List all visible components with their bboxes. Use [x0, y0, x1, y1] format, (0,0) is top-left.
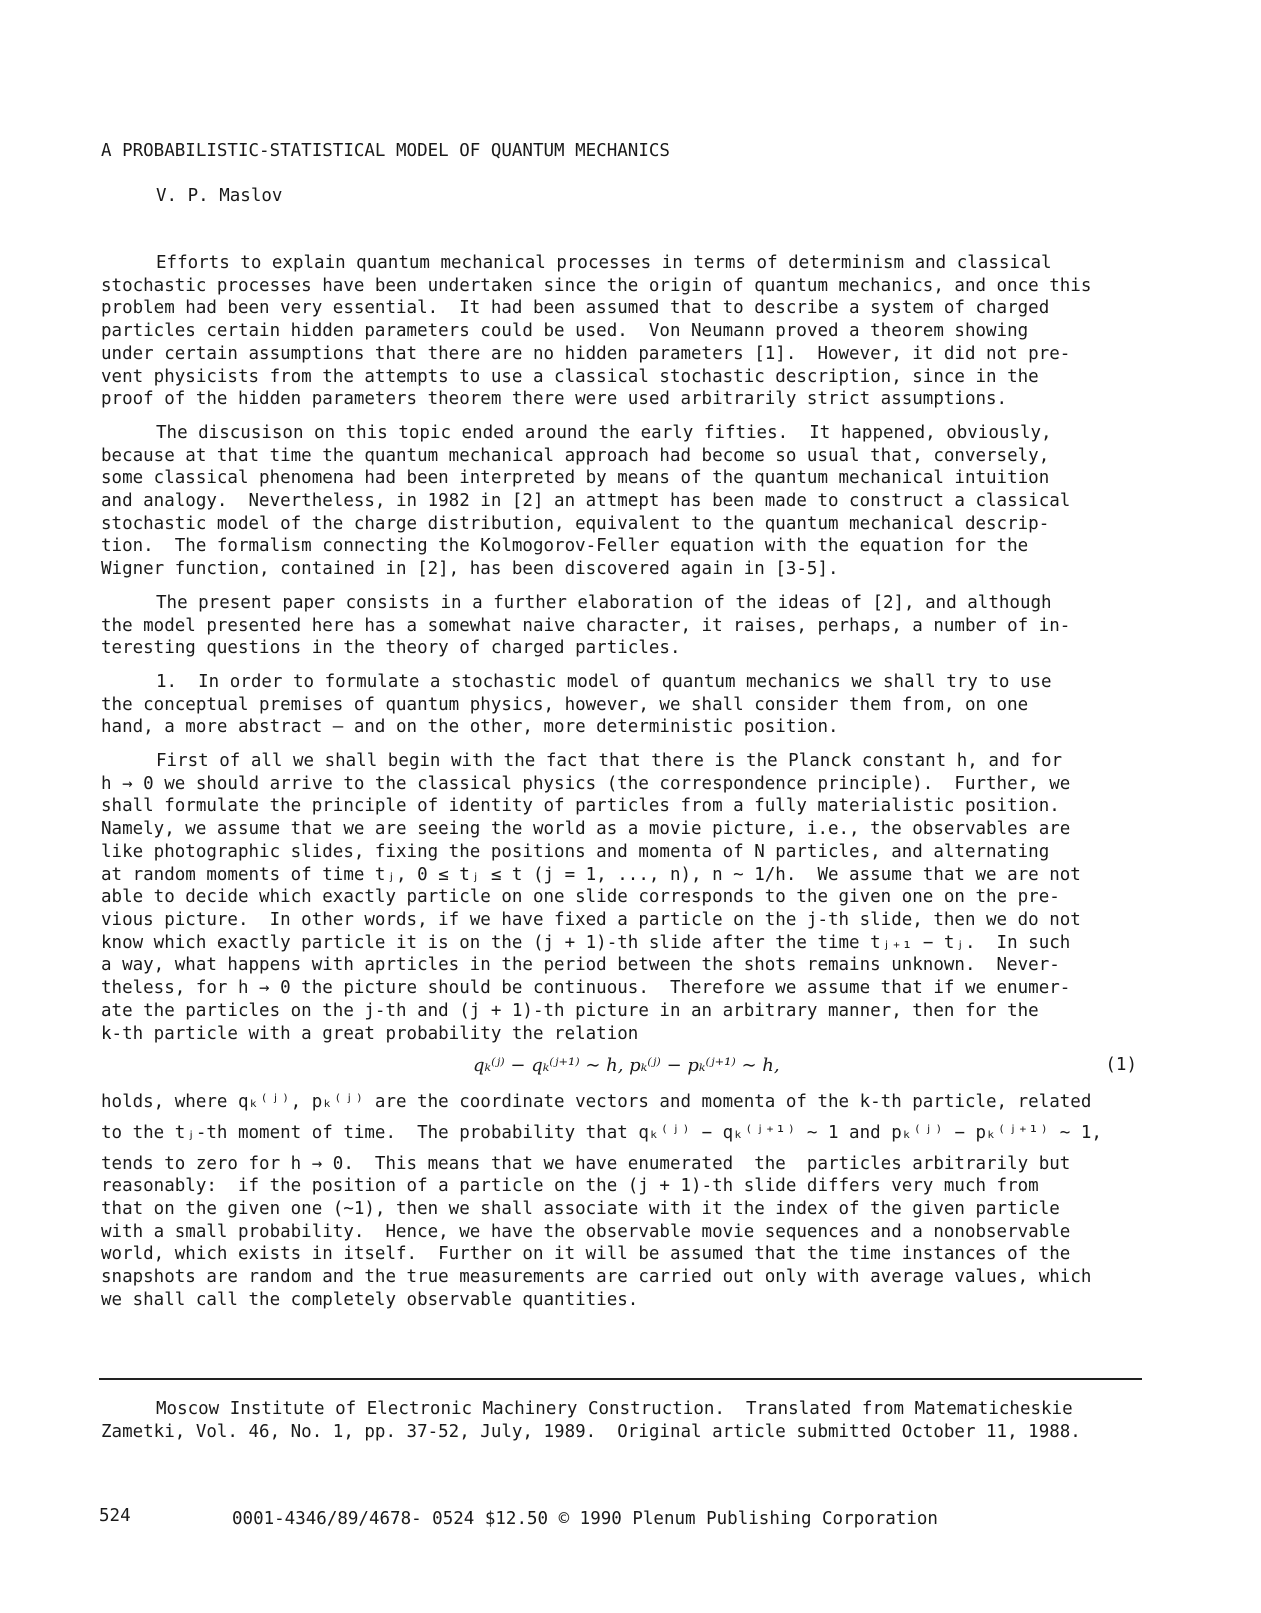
text-line: The discusison on this topic ended around the early fifties. It happened, obviously,: [156, 422, 1052, 443]
text-line: snapshots are random and the true measurements are carried out only with average values, which: [101, 1267, 1092, 1288]
text-line: particles certain hidden parameters could be used. Von Neumann proved a theorem showing: [101, 321, 1029, 342]
author-name: V. P. Maslov: [156, 186, 283, 206]
text-line: with a small probability. Hence, we have the observable movie sequences and a nonobservable: [101, 1221, 1071, 1242]
text-line: shall formulate the principle of identity of particles from a fully materialistic position.: [101, 796, 1060, 817]
text-line: The present paper consists in a further elaboration of the ideas of [2], and although: [156, 592, 1052, 613]
text-line: stochastic processes have been undertaken since the origin of quantum mechanics, and once this: [101, 275, 1092, 296]
text-line: holds, where qₖ⁽ʲ⁾, pₖ⁽ʲ⁾ are the coordinate vectors and momenta of the k-th particle, related: [101, 1092, 1092, 1113]
text-line: hand, a more abstract — and on the other, more deterministic position.: [101, 717, 839, 738]
text-line: world, which exists in itself. Further on it will be assumed that the time instances of the: [101, 1244, 1071, 1265]
text-line: the model presented here has a somewhat naive character, it raises, perhaps, a number of in-: [101, 615, 1071, 636]
text-line: able to decide which exactly particle on one slide corresponds to the given one on the pre-: [101, 887, 1060, 908]
text-line: we shall call the completely observable quantities.: [101, 1289, 639, 1310]
text-line: and analogy. Nevertheless, in 1982 in [2] an attmept has been made to construct a classical: [101, 491, 1071, 512]
footnote-line: Zametki, Vol. 46, No. 1, pp. 37-52, July, 1989. Original article submitted October 11, 1988.: [101, 1421, 1081, 1442]
text-line: reasonably: if the position of a particle on the (j + 1)-th slide differs very much from: [101, 1176, 1039, 1197]
text-line: proof of the hidden parameters theorem there were used arbitrarily strict assumptions.: [101, 389, 1008, 410]
text-line: teresting questions in the theory of charged particles.: [101, 638, 681, 659]
equation-number: (1): [1105, 1055, 1137, 1076]
page-number: 524: [99, 1506, 131, 1526]
text-line: Efforts to explain quantum mechanical processes in terms of determinism and classical: [156, 253, 1052, 273]
text-line: tion. The formalism connecting the Kolmogorov-Feller equation with the equation for the: [101, 536, 1029, 557]
text-line: at random moments of time tⱼ, 0 ≤ tⱼ ≤ t (j = 1, ..., n), n ~ 1/h. We assume that we are not: [101, 864, 1081, 885]
text-line: a way, what happens with aprticles in the period between the shots remains unknown. Never-: [101, 955, 1060, 976]
footnote-divider: [99, 1378, 1142, 1380]
paragraph-after-equation: [101, 1091, 1161, 1311]
text-line: problem had been very essential. It had been assumed that to describe a system of charged: [101, 298, 1050, 319]
text-line: ate the particles on the j-th and (j + 1)-th picture in an arbitrary manner, then for the: [101, 1000, 1039, 1021]
text-line: theless, for h → 0 the picture should be continuous. Therefore we assume that if we enumer-: [101, 978, 1071, 999]
text-line: to the tⱼ-th moment of time. The probability that qₖ⁽ʲ⁾ − qₖ⁽ʲ⁺¹⁾ ~ 1 and pₖ⁽ʲ⁾ − pₖ⁽ʲ⁺¹⁾ ~ 1,: [101, 1122, 1102, 1143]
paragraph-intro: [101, 252, 1161, 411]
text-line: 1. In order to formulate a stochastic model of quantum mechanics we shall try to use: [156, 671, 1052, 692]
paragraph-planck: [101, 750, 1161, 1045]
paper-title: A PROBABILISTIC-STATISTICAL MODEL OF QUANTUM MECHANICS: [101, 141, 670, 161]
text-line: know which exactly particle it is on the (j + 1)-th slide after the time tⱼ₊₁ − tⱼ. In such: [101, 932, 1071, 953]
text-line: vious picture. In other words, if we have fixed a particle on the j-th slide, then we do not: [101, 909, 1081, 930]
text-line: tends to zero for h → 0. This means that we have enumerated the particles arbitrarily but: [101, 1153, 1071, 1174]
body-text: [101, 252, 1161, 1323]
text-line: stochastic model of the charge distribution, equivalent to the quantum mechanical descrip-: [101, 513, 1050, 534]
text-line: some classical phenomena had been interpreted by means of the quantum mechanical intuition: [101, 468, 1050, 489]
equation-row: [101, 1049, 1161, 1091]
footnote: [101, 1398, 1081, 1443]
text-line: vent physicists from the attempts to use a classical stochastic description, since in the: [101, 366, 1039, 387]
text-line: under certain assumptions that there are no hidden parameters [1]. However, it did not pre-: [101, 343, 1071, 364]
text-line: k-th particle with a great probability the relation: [101, 1023, 639, 1044]
text-line: Namely, we assume that we are seeing the world as a movie picture, i.e., the observables are: [101, 819, 1071, 840]
text-line: h → 0 we should arrive to the classical physics (the correspondence principle). Further, we: [101, 773, 1071, 794]
text-line: because at that time the quantum mechanical approach had become so usual that, conversely,: [101, 445, 1050, 466]
paragraph-section-1: [101, 671, 1161, 739]
paragraph-history: [101, 422, 1161, 581]
text-line: that on the given one (~1), then we shall associate with it the index of the given particle: [101, 1199, 1060, 1220]
paragraph-present-paper: [101, 592, 1161, 660]
text-line: the conceptual premises of quantum physics, however, we shall consider them from, on one: [101, 694, 1029, 715]
footnote-line: Moscow Institute of Electronic Machinery Construction. Translated from Matematicheskie: [156, 1399, 1073, 1419]
equation-1: qₖ⁽ʲ⁾ − qₖ⁽ʲ⁺¹⁾ ∼ h, pₖ⁽ʲ⁾ − pₖ⁽ʲ⁺¹⁾ ∼ h,: [473, 1055, 780, 1077]
text-line: First of all we shall begin with the fact that there is the Planck constant h, and for: [156, 751, 1063, 772]
copyright-line: 0001-4346/89/4678- 0524 $12.50 © 1990 Plenum Publishing Corporation: [232, 1509, 938, 1529]
text-line: like photographic slides, fixing the positions and momenta of N particles, and alternating: [101, 841, 1050, 862]
text-line: Wigner function, contained in [2], has been discovered again in [3-5].: [101, 559, 839, 580]
